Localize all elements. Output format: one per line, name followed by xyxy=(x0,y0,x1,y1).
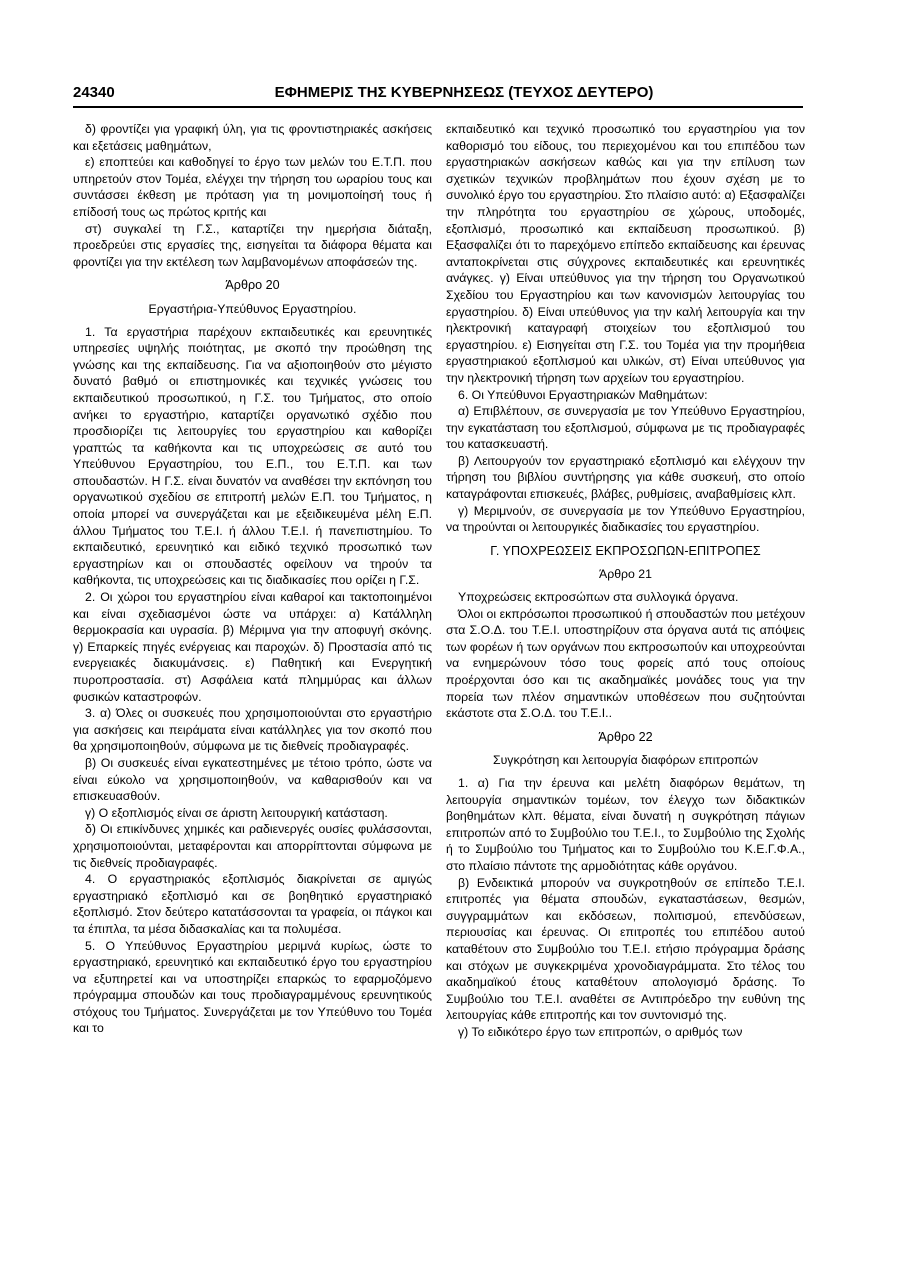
article-21-heading: Άρθρο 21 xyxy=(599,567,652,582)
paragraph: β) Οι συσκευές είναι εγκατεστημένες με τέτοιο τρόπο, ώστε να είναι εύκολο να χρησιμοποιηθούν, να καθαρισθούν και να επισκευασθούν. xyxy=(73,755,432,804)
paragraph: ε) εποπτεύει και καθοδηγεί το έργο των μελών του Ε.Τ.Π. που υπηρετούν στον Τομέα, ελέγχει την τήρηση του ωραρίου τους και συντάσσει έκθεση με πρόταση για τη μονιμοποίησή τους ή επίδοσή τους ως πρώτος κριτής και xyxy=(73,155,432,219)
paragraph: 4. Ο εργαστηριακός εξοπλισμός διακρίνεται σε αμιγώς εργαστηριακό εξοπλισμό και σε βοηθητικό εργαστηριακό εξοπλισμό. Στον δεύτερο κατατάσσονται τα γραφεία, οι πάγκοι και τα έπιπλα, τα μέσα διδασκαλίας και τα πολυμέσα. xyxy=(73,872,432,936)
gazette-title: ΕΦΗΜΕΡΙΣ ΤΗΣ ΚΥΒΕΡΝΗΣΕΩΣ (ΤΕΥΧΟΣ ΔΕΥΤΕΡΟ) xyxy=(274,84,654,101)
paragraph: 2. Οι χώροι του εργαστηρίου είναι καθαροί και τακτοποιημένοι και είναι σχεδιασμένοι ώστε να υπάρχει: α) Κατάλληλη θερμοκρασία και υγρασία. β) Μέριμνα για την αποφυγή σκόνης. γ) Επαρκείς πηγές ενέργειας και παροχών. δ) Προστασία από τις ενεργειακές διακυμάνσεις. ε) Παθητική και Ενεργητική πυροπροστασία. στ) Ασφάλεια κατά πλημμύρας και άλλων φυσικών καταστροφών. xyxy=(73,590,432,704)
page-number: 24340 xyxy=(73,84,115,101)
left-column xyxy=(73,121,432,1037)
paragraph: Όλοι οι εκπρόσωποι προσωπικού ή σπουδαστών που μετέχουν στα Σ.Ο.Δ. του Τ.Ε.Ι. υποστηρίζουν στα όργανα αυτά τις απόψεις των φορέων ή των οργάνων που εκπροσωπούν και υποχρεούνται να ενημερώνουν τόσο τους φορείς από τους οποίους προέρχονται όσο και τις ακαδημαϊκές μονάδες τους για την πορεία των πλέον σημαντικών υποθέσεων που συζητούνται εκάστοτε στα Σ.Ο.Δ. του Τ.Ε.Ι.. xyxy=(446,606,805,721)
header-rule xyxy=(73,106,803,108)
paragraph: β) Λειτουργούν τον εργαστηριακό εξοπλισμό και ελέγχουν την τήρηση του βιβλίου συντήρησης για κάθε συσκευή, στο οποίο καταγράφονται επισκευές, βλάβες, ρυθμίσεις, αναβαθμίσεις κλπ. xyxy=(446,453,805,502)
paragraph: εκπαιδευτικό και τεχνικό προσωπικό του εργαστηρίου για τον καθορισμό του είδους, του περιεχομένου και του επιπέδου των εργαστηριακών ασκήσεων καθώς και για την επίλυση των σχετικών τεχνικών προβλημάτων που έχουν σχέση με το συνολικό έργο του εργαστηρίου. Στο πλαίσιο αυτό: α) Εξασφαλίζει την πληρότητα του εργαστηρίου σε χώρους, υποδομές, εξοπλισμό, προσωπικό και εκπαίδευση προσωπικού. β) Εξασφαλίζει ότι το παρεχόμενο επίπεδο εκπαίδευσης και έρευνας ανταποκρίνεται στις σύγχρονες εκπαιδευτικές και ερευνητικές ανάγκες. γ) Είναι υπεύθυνος για την τήρηση του Οργανωτικού Σχεδίου του Εργαστηρίου και των κανονισμών λειτουργίας του εργαστηρίου. δ) Είναι υπεύθυνος για την καλή λειτουργία και την ηλεκτρονική καταγραφή στοιχείων του εξοπλισμού του εργαστηρίου. ε) Εισηγείται στη Γ.Σ. του Τομέα για την προμήθεια εργαστηριακού εξοπλισμού και υλικών, στ) Είναι υπεύθυνος για την ηλεκτρονική τήρηση των αρχείων του εργαστηρίου. xyxy=(446,122,805,385)
paragraph: στ) συγκαλεί τη Γ.Σ., καταρτίζει την ημερήσια διάταξη, προεδρεύει στις εργασίες της, εισηγείται τα διάφορα θέματα και φροντίζει για την εκτέλεση των λαμβανομένων αποφάσεών της. xyxy=(73,221,432,269)
article-22-heading: Άρθρο 22 xyxy=(598,729,653,744)
paragraph: 1. α) Για την έρευνα και μελέτη διαφόρων θεμάτων, τη λειτουργία σημαντικών τομέων, τον έλεγχο των διδακτικών βοηθημάτων κλπ. θέματα, είναι δυνατή η συγκρότηση πάγιων επιτροπών από το Συμβούλιο του Τ.Ε.Ι., το Συμβούλιο της Σχολής ή το Συμβούλιο του Τμήματος και το Συμβούλιο του Κ.Ε.Γ.Φ.Α., στο πλαίσιο πάντοτε της αρμοδιότητας κάθε οργάνου. xyxy=(446,775,805,873)
paragraph: γ) Το ειδικότερο έργο των επιτροπών, ο αριθμός των xyxy=(458,1024,743,1039)
paragraph: 3. α) Όλες οι συσκευές που χρησιμοποιούνται στο εργαστήριο για ασκήσεις και πειράματα είναι κατάλληλες για τον σκοπό που θα χρησιμοποιηθούν, σύμφωνα με τις διεθνείς προδιαγραφές. xyxy=(73,706,432,754)
paragraph: δ) Οι επικίνδυνες χημικές και ραδιενεργές ουσίες φυλάσσονται, χρησιμοποιούνται, μεταφέρονται και απορρίπτονται σύμφωνα με τις διεθνείς προδιαγραφές. xyxy=(73,822,432,870)
paragraph: 1. Τα εργαστήρια παρέχουν εκπαιδευτικές και ερευνητικές υπηρεσίες υψηλής ποιότητας, με σκοπό την προώθηση της γνώσης και της εκπαίδευσης. Για να αξιοποιηθούν στο μέγιστο δυνατό βαθμό οι επιστημονικές και τεχνικές γνώσεις του εκπαιδευτικού προσωπικού, η Γ.Σ. του Τμήματος, στο οποίο ανήκει το εργαστήριο, καταρτίζει οργανωτικό σχέδιο που προσδιορίζει τις λειτουργίες του εργαστηρίου και καθορίζει γραπτώς τα καθήκοντα και τις υποχρεώσεις σε αυτό του Υπεύθυνου Εργαστηρίου, του Ε.Π., του Ε.Τ.Π. και των σπουδαστών. Η Γ.Σ. είναι δυνατόν να αναθέσει την εκπόνηση του οργανωτικού σχεδίου σε επιτροπή μελών Ε.Π. του Τμήματος, η οποία μπορεί να συνεργάζεται και με εξειδικευμένα μέλη Ε.Π. άλλου Τμήματος του Τ.Ε.Ι. ή άλλου Τ.Ε.Ι. ή πανεπιστημίου. Το εκπαιδευτικό, ερευνητικό και ειδικό τεχνικό προσωπικό των εργαστηρίων και οι σπουδαστές οφείλουν να τηρούν τα καθήκοντα, τις υποχρεώσεις και τις διαδικασίες που ορίζει η Γ.Σ. xyxy=(73,324,432,588)
paragraph: γ) Ο εξοπλισμός είναι σε άριστη λειτουργική κατάσταση. xyxy=(85,805,388,820)
paragraph: δ) φροντίζει για γραφική ύλη, για τις φροντιστηριακές ασκήσεις και εξετάσεις μαθημάτων, xyxy=(73,122,432,153)
right-column xyxy=(446,121,805,1040)
article-22-title: Συγκρότηση και λειτουργία διαφόρων επιτροπών xyxy=(492,753,759,768)
paragraph: α) Επιβλέπουν, σε συνεργασία με τον Υπεύθυνο Εργαστηρίου, την εγκατάσταση του εξοπλισμού, σύμφωνα με τις προδιαγραφές του κατασκευαστή. xyxy=(446,404,805,452)
paragraph: β) Ενδεικτικά μπορούν να συγκροτηθούν σε επίπεδο Τ.Ε.Ι. επιτροπές για θέματα σπουδών, εγκαταστάσεων, θεσμών, συγγραμμάτων και εκδόσεων, πολιτισμού, επενδύσεων, περιουσίας και έρευνας. Οι επιτροπές του επιπέδου αυτού καταθέτουν στο Συμβούλιο του Τ.Ε.Ι. ετήσιο πρόγραμμα δράσης και στόχων με συγκεκριμένα χρονοδιαγράμματα. Στο τέλος του ακαδημαϊκού έτους καταθέτουν απολογισμό δράσης. Το Συμβούλιο του Τ.Ε.Ι. αναθέτει σε Αντιπρόεδρο την ευθύνη της λειτουργίας κάθε επιτροπής και τον συντονισμό της. xyxy=(446,875,805,1023)
paragraph: 5. Ο Υπεύθυνος Εργαστηρίου μεριμνά κυρίως, ώστε το εργαστηριακό, ερευνητικό και εκπαιδευτικό έργο του εργαστηρίου να εξυπηρετεί και να υποστηρίζει επαρκώς το εφαρμοζόμενο πρόγραμμα σπουδών και τους προδιαγραμμένους ερευνητικούς στόχους του Τμήματος. Συνεργάζεται με τον Υπεύθυνο του Τομέα και το xyxy=(73,938,432,1036)
paragraph: γ) Μεριμνούν, σε συνεργασία με τον Υπεύθυνο Εργαστηρίου, να τηρούνται οι λειτουργικές διαδικασίες του εργαστηρίου. xyxy=(446,503,805,535)
article-20-heading: Άρθρο 20 xyxy=(225,278,280,293)
article-20-title: Εργαστήρια-Υπεύθυνος Εργαστηρίου. xyxy=(148,301,357,316)
article-21-title: Υποχρεώσεις εκπροσώπων στα συλλογικά όργανα. xyxy=(458,590,739,605)
page-header xyxy=(73,84,803,106)
paragraph: 6. Οι Υπεύθυνοι Εργαστηριακών Μαθημάτων: xyxy=(458,387,708,402)
section-c-heading: Γ. ΥΠΟΧΡΕΩΣΕΙΣ ΕΚΠΡΟΣΩΠΩΝ-ΕΠΙΤΡΟΠΕΣ xyxy=(490,543,761,558)
